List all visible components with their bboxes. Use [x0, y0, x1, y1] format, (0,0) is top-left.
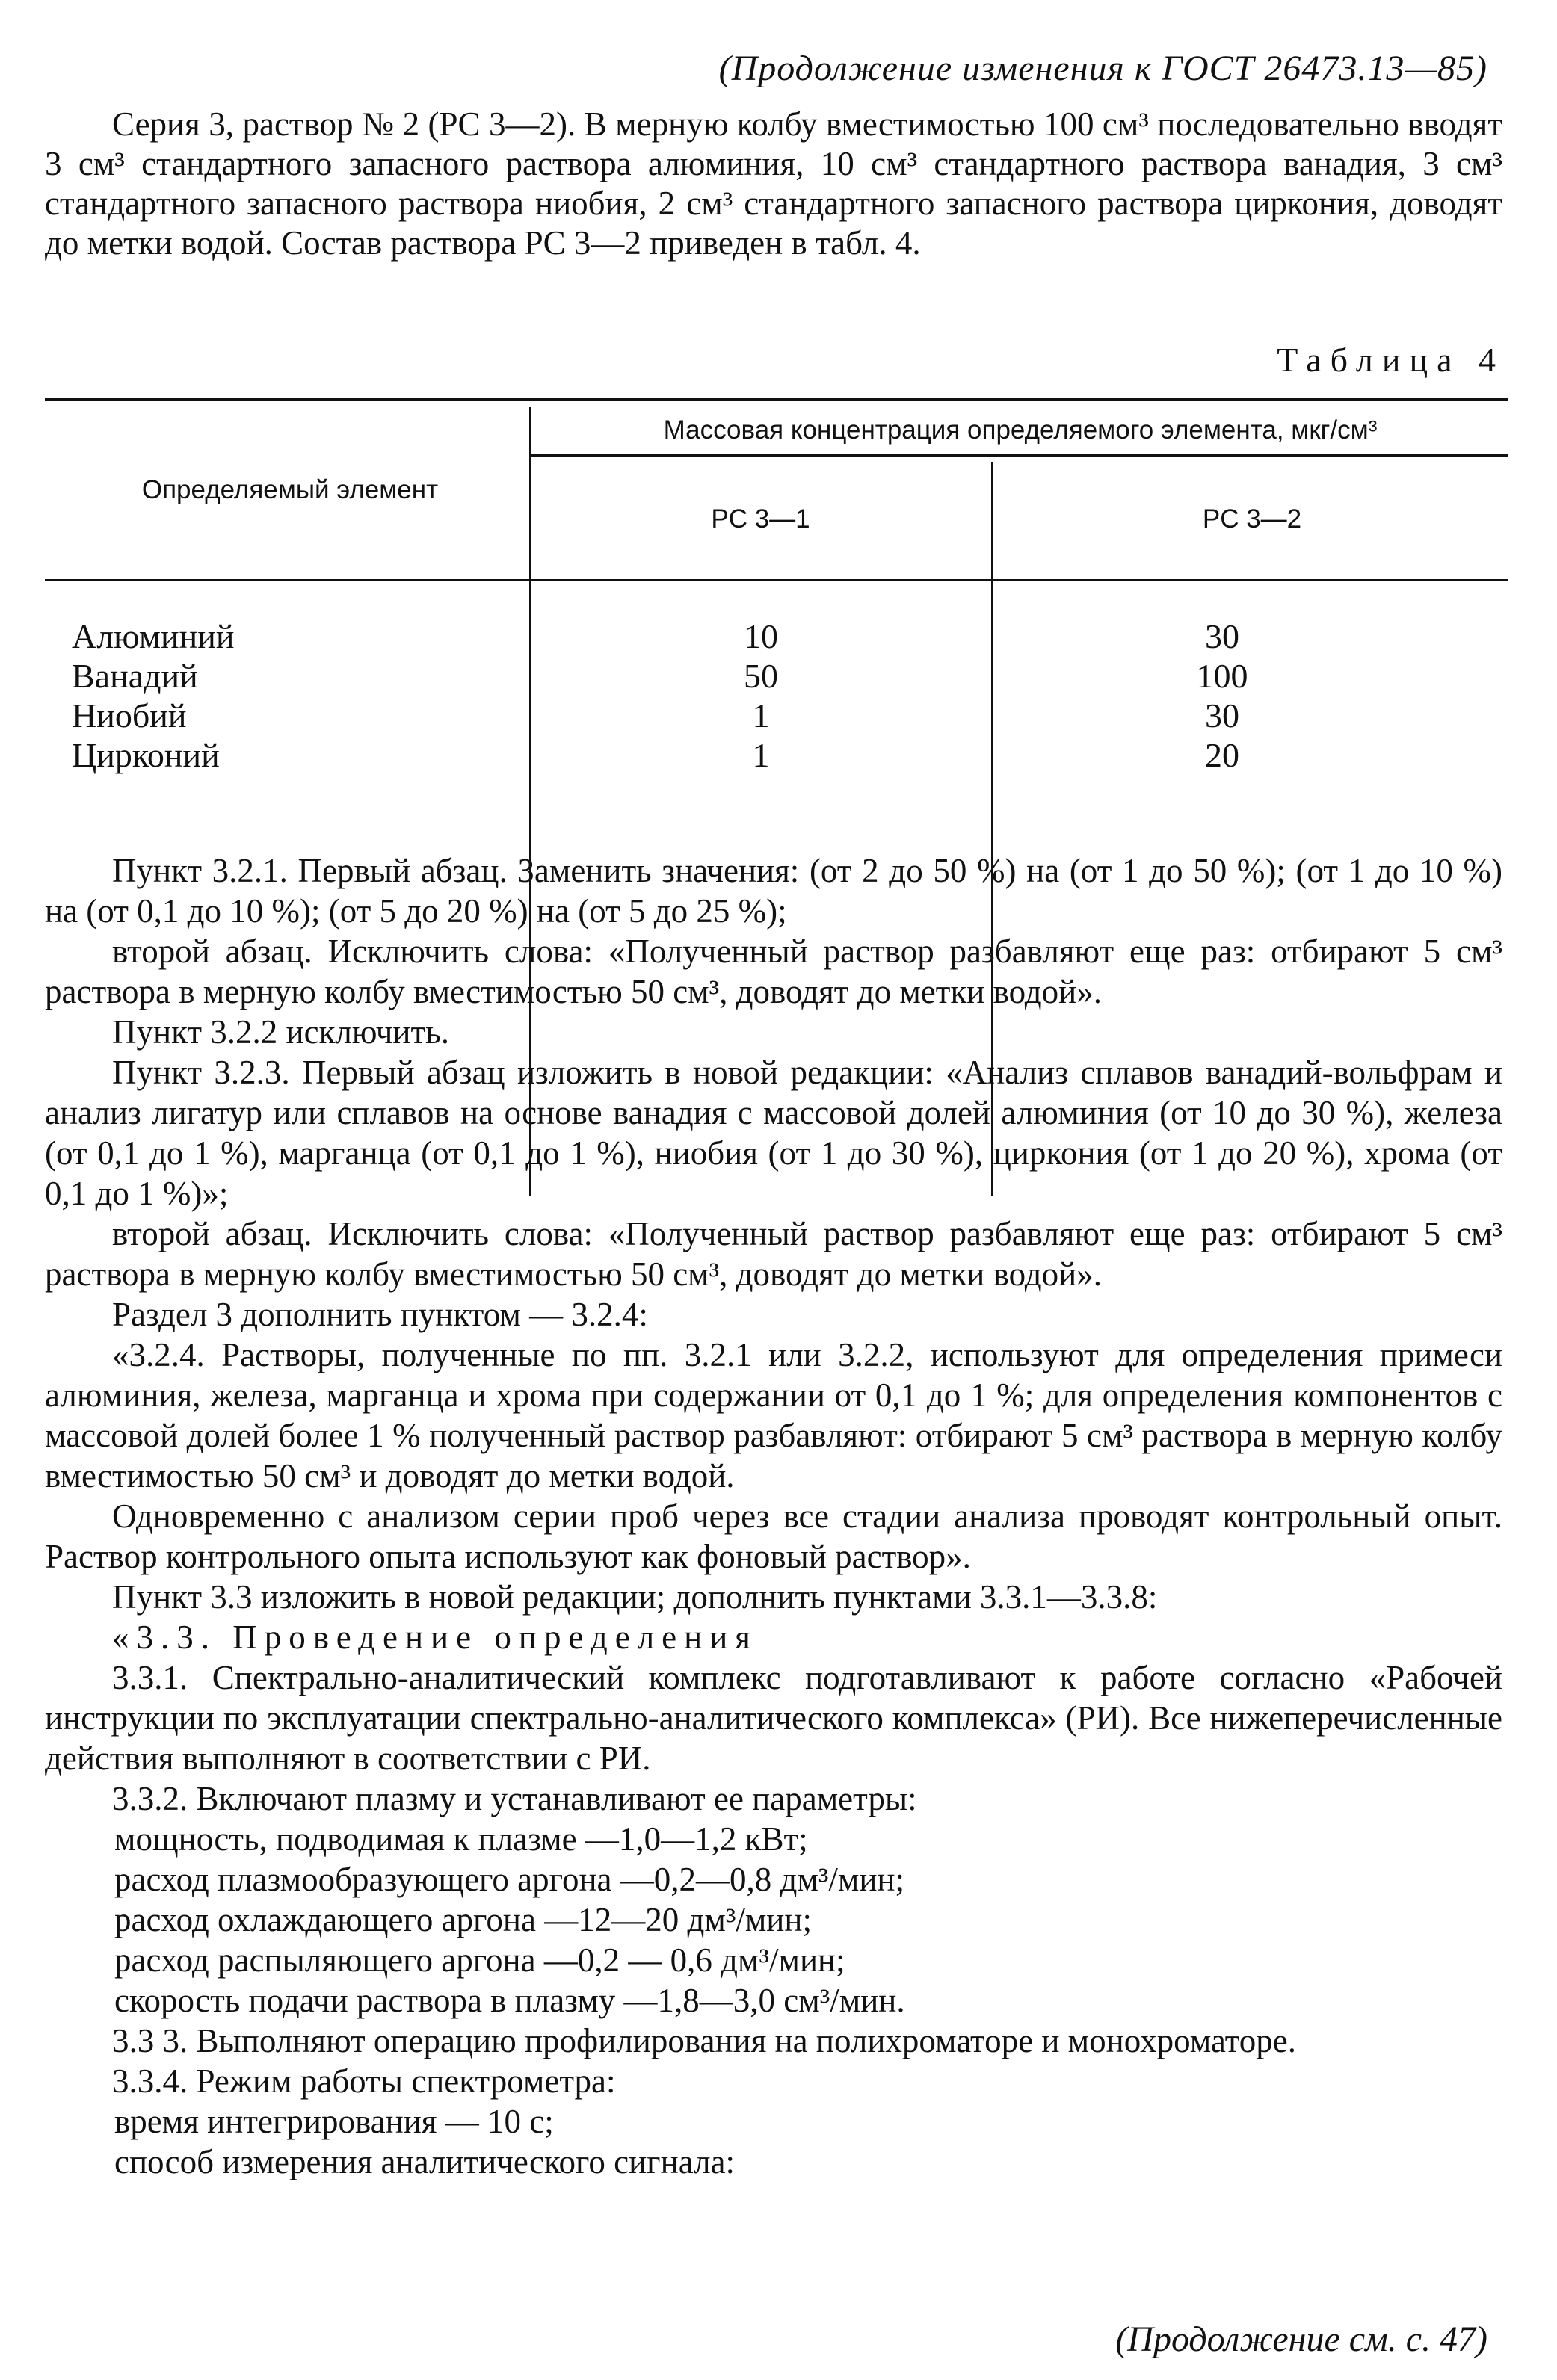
parameter-line: расход охлаждающего аргона —12—20 дм³/мин; [114, 1901, 812, 1938]
table-caption: Таблица 4 [1277, 341, 1505, 379]
body-paragraph: второй абзац. Исключить слова: «Полученный раствор разбавляют еще раз: отбирают 5 см³ раствора в мерную колбу вместимостью 50 см³, доводят до метки водой». [45, 1215, 1502, 1293]
parameter-line: время интегрирования — 10 с; [114, 2103, 554, 2140]
body-paragraph: 3.3.1. Спектрально-аналитический комплекс подготавливают к работе согласно «Рабочей инструкции по эксплуатации спектрально-аналитического комплекса» (РИ). Все нижеперечисленные действия выполняют в соответствии с РИ. [45, 1659, 1502, 1777]
table-header-rule [45, 579, 1508, 581]
body-paragraph: Одновременно с анализом серии проб через все стадии анализа проводят контрольный опыт. Раствор контрольного опыта используют как фоновый раствор». [45, 1497, 1502, 1575]
table-group-rule [529, 454, 1508, 457]
table-cell-pc32: 20 [1205, 736, 1239, 774]
table-subheader-pc32: PC 3—2 [1202, 504, 1302, 534]
table-element-column [72, 616, 235, 775]
table-cell-pc31: 10 [744, 617, 778, 655]
body-paragraph: 3.3 3. Выполняют операцию профилирования на полихроматоре и монохроматоре. [112, 2022, 1297, 2059]
table-cell-pc31: 1 [752, 736, 770, 774]
body-paragraph: Пункт 3.2.3. Первый абзац изложить в новой редакции: «Анализ сплавов ванадий-вольфрам и анализ лигатур или сплавов на основе ванадия с массовой долей алюминия (от 10 до 30 %), железа (от 0,1 до 1 %), марганца (от 0,1 до 1 %), ниобия (от 1 до 30 %), циркония (от 1 до 20 %), хрома (от 0,1 до 1 %)»; [45, 1054, 1502, 1212]
table-pc31-column [686, 616, 836, 775]
table-cell-element: Алюминий [72, 617, 235, 655]
parameter-line: расход плазмообразующего аргона —0,2—0,8 дм³/мин; [114, 1861, 905, 1898]
body-paragraph: 3.3.4. Режим работы спектрометра: [112, 2062, 616, 2100]
body-paragraph: Пункт 3.2.1. Первый абзац. Заменить значения: (от 2 до 50 %) на (от 1 до 50 %); (от 1 до 10 %) на (от 0,1 до 10 %); (от 5 до 20 %) на (от 5 до 25 %); [45, 852, 1502, 930]
parameter-line: расход распыляющего аргона —0,2 — 0,6 дм³/мин; [114, 1941, 845, 1979]
table-subheader-pc31: PC 3—1 [711, 504, 810, 534]
table-cell-element: Ниобий [72, 696, 187, 735]
table-cell-pc31: 50 [744, 657, 778, 695]
parameter-line: способ измерения аналитического сигнала: [114, 2143, 736, 2180]
continuation-header: (Продолжение изменения к ГОСТ 26473.13—85) [718, 49, 1487, 88]
table-pc32-column [1147, 616, 1297, 775]
table-cell-pc32: 100 [1196, 657, 1248, 695]
table-group-header: Массовая концентрация определяемого элемента, мкг/см³ [663, 415, 1378, 445]
table-cell-element: Цирконий [72, 736, 220, 774]
body-paragraph: второй абзац. Исключить слова: «Полученный раствор разбавляют еще раз: отбирают 5 см³ раствора в мерную колбу вместимостью 50 см³, доводят до метки водой». [45, 933, 1502, 1010]
body-text [45, 850, 1502, 2182]
parameter-line: мощность, подводимая к плазме —1,0—1,2 кВт; [114, 1820, 808, 1858]
body-paragraph: Пункт 3.3 изложить в новой редакции; дополнить пунктами 3.3.1—3.3.8: [112, 1578, 1158, 1616]
table-col-element-header: Определяемый элемент [141, 475, 439, 504]
table-top-rule [45, 398, 1508, 401]
body-paragraph: Пункт 3.2.2 исключить. [112, 1013, 449, 1051]
table-cell-pc32: 30 [1205, 696, 1239, 735]
table-cell-element: Ванадий [72, 657, 198, 695]
continuation-footer: (Продолжение см. с. 47) [1115, 2319, 1487, 2359]
table-cell-pc32: 30 [1205, 617, 1239, 655]
body-paragraph: Раздел 3 дополнить пунктом — 3.2.4: [112, 1296, 648, 1333]
table-cell-pc31: 1 [752, 696, 770, 735]
body-paragraph: «3.2.4. Растворы, полученные по пп. 3.2.1 или 3.2.2, используют для определения примеси алюминия, железа, марганца и хрома при содержании от 0,1 до 1 %; для определения компонентов с массовой долей более 1 % полученный раствор разбавляют: отбирают 5 см³ раствора в мерную колбу вместимостью 50 см³ и доводят до метки водой. [45, 1336, 1502, 1495]
parameter-line: скорость подачи раствора в плазму —1,8—3,0 см³/мин. [114, 1982, 905, 2019]
intro-paragraph: Серия 3, раствор № 2 (PC 3—2). В мерную колбу вместимостью 100 см³ последовательно вводят 3 см³ стандартного запасного раствора алюминия, 10 см³ стандартного раствора ванадия, 3 см³ стандартного запасного раствора ниобия, 2 см³ стандартного запасного раствора циркония, доводят до метки водой. Состав раствора PC 3—2 приведен в табл. 4. [45, 105, 1502, 262]
section-heading: «3.3. Проведение определения [112, 1619, 758, 1656]
body-paragraph: 3.3.2. Включают плазму и устанавливают ее параметры: [112, 1780, 917, 1817]
